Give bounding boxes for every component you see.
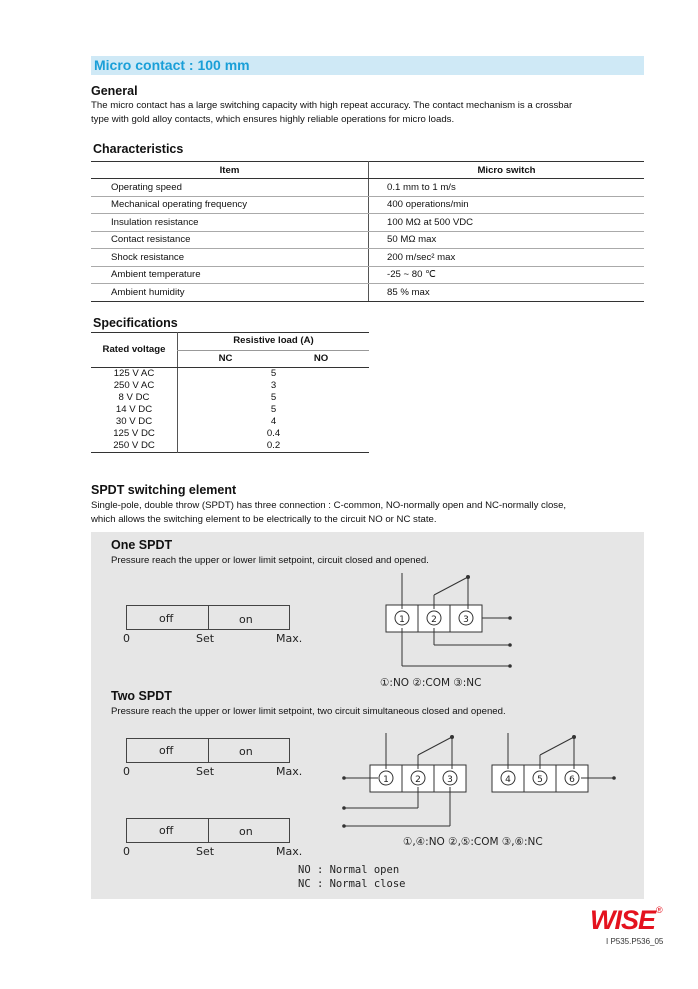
col-switch-header: Micro switch [369, 162, 645, 179]
item-cell: Shock resistance [91, 249, 369, 267]
nc-header: NC [178, 350, 274, 368]
voltage-cell: 30 V DC [115, 416, 153, 427]
col-item-header: Item [91, 162, 369, 179]
general-text-1: The micro contact has a large switching capacity with high repeat accuracy. The contact mechanism is a crossbar [91, 100, 573, 111]
load-cell: 5 [178, 404, 370, 416]
no-header: NO [273, 350, 369, 368]
item-cell: Ambient temperature [91, 266, 369, 284]
wise-logo: WISE [590, 905, 656, 935]
terminal-2-label: 2 [415, 775, 421, 785]
table-row [91, 196, 644, 214]
voltage-cell: 250 V AC [113, 380, 155, 391]
table-row [91, 231, 644, 249]
one-spdt-range-bar [126, 605, 290, 630]
spdt-text-2: which allows the switching element to be electrically to the circuit NO or NC state. [91, 514, 437, 525]
table-row [91, 416, 369, 428]
terminal-3-label: 3 [463, 615, 469, 625]
two-spdt-on-label-2: on [239, 825, 253, 838]
terminal-3-label: 3 [447, 775, 453, 785]
one-spdt-text: Pressure reach the upper or lower limit setpoint, circuit closed and opened. [111, 555, 429, 566]
item-cell: Ambient humidity [91, 284, 369, 302]
load-cell: 5 [178, 392, 370, 404]
table-row [91, 284, 644, 302]
characteristics-table [91, 161, 644, 302]
voltage-cell: 125 V DC [113, 428, 155, 439]
registered-mark: ® [656, 905, 663, 915]
load-cell: 5 [178, 368, 370, 381]
table-row [91, 392, 369, 404]
page-reference: I P535.P536_05 [606, 937, 664, 946]
table-row [91, 380, 369, 392]
item-cell: Mechanical operating frequency [91, 196, 369, 214]
two-spdt-max-label-2: Max. [276, 845, 303, 858]
specifications-table [91, 332, 369, 453]
table-row [91, 428, 369, 440]
value-cell: 400 operations/min [369, 196, 645, 214]
one-spdt-off-label: off [159, 612, 174, 625]
two-spdt-set-label-1: Set [196, 765, 215, 778]
terminal-4-label: 4 [505, 775, 511, 785]
resistive-load-header: Resistive load (A) [178, 333, 370, 351]
table-row [91, 266, 644, 284]
load-cell: 0.4 [178, 428, 370, 440]
two-spdt-off-label-1: off [159, 744, 174, 757]
table-row [91, 368, 369, 381]
two-spdt-circuit-diagram [336, 728, 626, 832]
value-cell: 200 m/sec² max [369, 249, 645, 267]
spdt-text-1: Single-pole, double throw (SPDT) has three connection : C-common, NO-normally open and NC-normally close, [91, 500, 567, 511]
terminal-1-label: 1 [383, 775, 389, 785]
characteristics-heading: Characteristics [93, 142, 184, 156]
value-cell: 0.1 mm to 1 m/s [369, 179, 645, 197]
table-row [91, 404, 369, 416]
load-cell: 4 [178, 416, 370, 428]
general-heading: General [91, 84, 138, 98]
voltage-cell: 250 V DC [113, 440, 155, 451]
two-spdt-zero-label-1: 0 [123, 765, 130, 778]
voltage-cell: 14 V DC [115, 404, 153, 415]
value-cell: 100 MΩ at 500 VDC [369, 214, 645, 232]
one-spdt-max-label: Max. [276, 632, 303, 645]
table-row [91, 179, 644, 197]
one-spdt-zero-label: 0 [123, 632, 130, 645]
one-spdt-heading: One SPDT [111, 538, 173, 552]
two-spdt-zero-label-2: 0 [123, 845, 130, 858]
terminal-2-label: 2 [431, 615, 437, 625]
load-cell: 3 [178, 380, 370, 392]
general-text-2: type with gold alloy contacts, which ensures highly reliable operations for micro loads. [91, 114, 455, 125]
item-cell: Operating speed [91, 179, 369, 197]
one-spdt-legend: ①:NO ②:COM ③:NC [380, 677, 482, 689]
two-spdt-text: Pressure reach the upper or lower limit setpoint, two circuit simultaneous closed and opened. [111, 706, 506, 717]
terminal-6-label: 6 [569, 775, 575, 785]
two-spdt-set-label-2: Set [196, 845, 215, 858]
one-spdt-circuit-diagram [370, 565, 520, 680]
two-spdt-range-bar-2 [126, 818, 290, 843]
value-cell: 50 MΩ max [369, 231, 645, 249]
two-spdt-max-label-1: Max. [276, 765, 303, 778]
nc-note: NC : Normal close [298, 878, 406, 890]
one-spdt-on-label: on [239, 613, 253, 626]
item-cell: Insulation resistance [91, 214, 369, 232]
one-spdt-set-label: Set [196, 632, 215, 645]
voltage-cell: 8 V DC [118, 392, 150, 403]
no-note: NO : Normal open [298, 864, 400, 876]
two-spdt-heading: Two SPDT [111, 689, 172, 703]
terminal-1-label: 1 [399, 615, 405, 625]
two-spdt-on-label-1: on [239, 745, 253, 758]
table-row [91, 440, 369, 453]
two-spdt-range-bar-1 [126, 738, 290, 763]
spdt-heading: SPDT switching element [91, 483, 237, 497]
terminal-5-label: 5 [537, 775, 543, 785]
rated-voltage-header: Rated voltage [91, 333, 178, 368]
voltage-cell: 125 V AC [113, 368, 155, 379]
value-cell: -25 ~ 80 ℃ [369, 266, 645, 284]
table-row [91, 214, 644, 232]
item-cell: Contact resistance [91, 231, 369, 249]
page-title: Micro contact : 100 mm [94, 57, 250, 73]
two-spdt-off-label-2: off [159, 824, 174, 837]
two-spdt-legend: ①,④:NO ②,⑤:COM ③,⑥:NC [403, 836, 543, 848]
load-cell: 0.2 [178, 440, 370, 453]
table-row [91, 249, 644, 267]
value-cell: 85 % max [369, 284, 645, 302]
specifications-heading: Specifications [93, 316, 178, 330]
